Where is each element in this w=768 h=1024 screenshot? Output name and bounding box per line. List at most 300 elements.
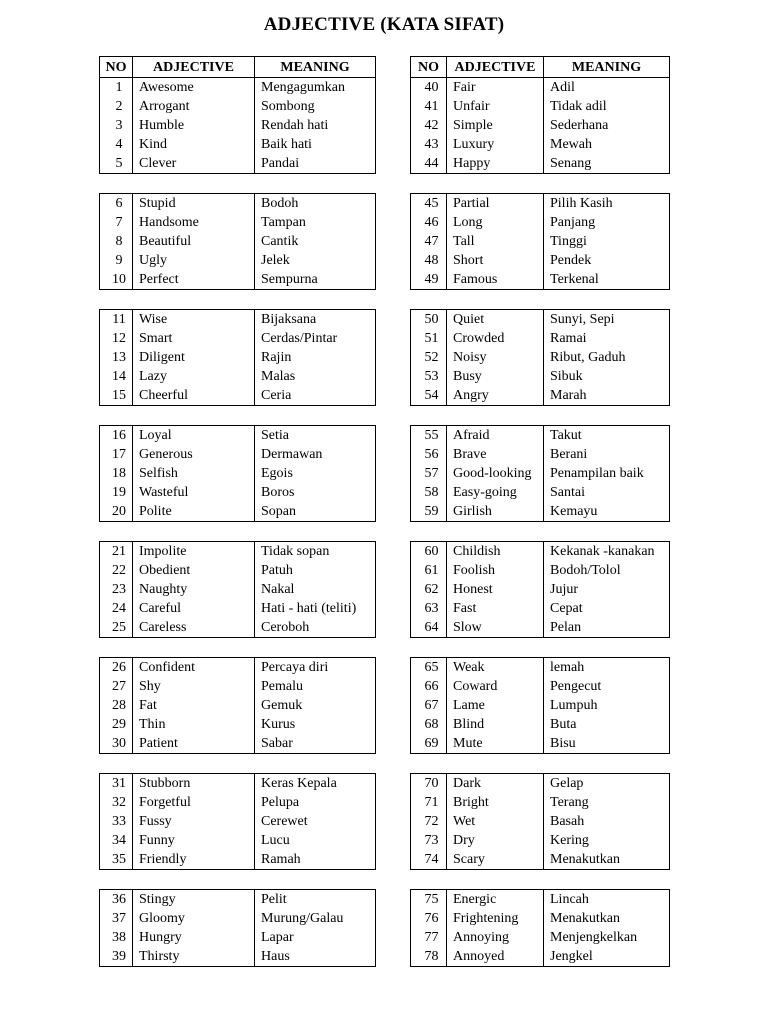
row-number: 24 bbox=[100, 599, 133, 618]
group-gap bbox=[410, 174, 670, 193]
adjective-table-group bbox=[99, 889, 376, 967]
group-gap bbox=[99, 290, 376, 309]
meaning-word: Egois bbox=[261, 466, 293, 481]
row-number: 60 bbox=[411, 542, 447, 562]
table-row bbox=[100, 502, 376, 522]
table-row bbox=[411, 232, 670, 251]
meaning-word: Bodoh bbox=[261, 196, 299, 211]
table-row bbox=[411, 426, 670, 446]
adjective-word: Shy bbox=[133, 677, 255, 696]
meaning-word: Jengkel bbox=[550, 949, 593, 964]
adjective-word: Long bbox=[447, 213, 544, 232]
table-row bbox=[100, 483, 376, 502]
row-number: 57 bbox=[411, 464, 447, 483]
meaning-word: Ramah bbox=[261, 852, 301, 867]
meaning-word: Pelit bbox=[261, 892, 287, 907]
row-number: 3 bbox=[100, 116, 133, 135]
row-number: 4 bbox=[100, 135, 133, 154]
row-number: 68 bbox=[411, 715, 447, 734]
row-number: 2 bbox=[100, 97, 133, 116]
meaning-word: Malas bbox=[261, 369, 296, 384]
table-row bbox=[100, 812, 376, 831]
row-number: 73 bbox=[411, 831, 447, 850]
row-number: 45 bbox=[411, 194, 447, 214]
row-number: 32 bbox=[100, 793, 133, 812]
adjective-table-group bbox=[410, 56, 670, 174]
row-number: 67 bbox=[411, 696, 447, 715]
row-number: 69 bbox=[411, 734, 447, 754]
adjective-word: Dark bbox=[447, 774, 544, 794]
table-row bbox=[411, 658, 670, 678]
table-row bbox=[411, 947, 670, 967]
adjective-word: Girlish bbox=[447, 502, 544, 522]
table-row bbox=[411, 194, 670, 214]
row-number: 54 bbox=[411, 386, 447, 406]
table-row bbox=[100, 251, 376, 270]
row-number: 18 bbox=[100, 464, 133, 483]
row-number: 77 bbox=[411, 928, 447, 947]
adjective-word: Forgetful bbox=[133, 793, 255, 812]
page-title: ADJECTIVE (KATA SIFAT) bbox=[263, 14, 505, 35]
meaning-word: Panjang bbox=[550, 215, 596, 230]
table-row bbox=[411, 831, 670, 850]
adjective-word: Humble bbox=[133, 116, 255, 135]
adjective-word: Good-looking bbox=[447, 464, 544, 483]
row-number: 5 bbox=[100, 154, 133, 174]
adjective-word: Partial bbox=[447, 194, 544, 214]
adjective-word: Annoyed bbox=[447, 947, 544, 967]
table-row bbox=[100, 734, 376, 754]
adjective-word: Fast bbox=[447, 599, 544, 618]
meaning-word: Cepat bbox=[550, 601, 583, 616]
adjective-table-group bbox=[410, 657, 670, 754]
table-row bbox=[411, 367, 670, 386]
adjective-table-group bbox=[99, 309, 376, 406]
table-row bbox=[100, 561, 376, 580]
meaning-word: Keras Kepala bbox=[261, 776, 337, 791]
adjective-word: Clever bbox=[133, 154, 255, 174]
adjective-word: Easy-going bbox=[447, 483, 544, 502]
group-gap bbox=[99, 406, 376, 425]
table-row bbox=[411, 734, 670, 754]
table-row bbox=[411, 348, 670, 367]
adjective-word: Hungry bbox=[133, 928, 255, 947]
table-row bbox=[100, 232, 376, 251]
adjective-word: Gloomy bbox=[133, 909, 255, 928]
meaning-word: Terang bbox=[550, 795, 589, 810]
meaning-word: Ceria bbox=[261, 388, 292, 403]
row-number: 35 bbox=[100, 850, 133, 870]
row-number: 52 bbox=[411, 348, 447, 367]
table-row bbox=[411, 251, 670, 270]
adjective-word: Funny bbox=[133, 831, 255, 850]
adjective-word: Slow bbox=[447, 618, 544, 638]
left-column bbox=[99, 56, 376, 967]
adjective-table-group bbox=[410, 309, 670, 406]
adjective-word: Thirsty bbox=[133, 947, 255, 967]
meaning-word: Sopan bbox=[261, 504, 296, 519]
row-number: 12 bbox=[100, 329, 133, 348]
adjective-word: Perfect bbox=[133, 270, 255, 290]
row-number: 49 bbox=[411, 270, 447, 290]
meaning-word: Dermawan bbox=[261, 447, 323, 462]
meaning-word: Nakal bbox=[261, 582, 295, 597]
adjective-word: Dry bbox=[447, 831, 544, 850]
table-row bbox=[100, 367, 376, 386]
table-row bbox=[100, 793, 376, 812]
adjective-word: Smart bbox=[133, 329, 255, 348]
row-number: 43 bbox=[411, 135, 447, 154]
meaning-word: Kurus bbox=[261, 717, 296, 732]
row-number: 47 bbox=[411, 232, 447, 251]
meaning-word: Tidak adil bbox=[550, 99, 607, 114]
row-number: 41 bbox=[411, 97, 447, 116]
table-row bbox=[100, 850, 376, 870]
adjective-word: Bright bbox=[447, 793, 544, 812]
row-number: 40 bbox=[411, 78, 447, 98]
table-row bbox=[411, 599, 670, 618]
adjective-word: Kind bbox=[133, 135, 255, 154]
meaning-word: Hati - hati (teliti) bbox=[261, 601, 357, 616]
meaning-word: Terkenal bbox=[550, 272, 599, 287]
adjective-word: Ugly bbox=[133, 251, 255, 270]
meaning-word: Santai bbox=[550, 485, 585, 500]
adjective-word: Childish bbox=[447, 542, 544, 562]
header-row bbox=[411, 57, 670, 78]
table-row bbox=[411, 850, 670, 870]
meaning-word: Kemayu bbox=[550, 504, 598, 519]
meaning-word: Cantik bbox=[261, 234, 299, 249]
meaning-word: Pilih Kasih bbox=[550, 196, 613, 211]
adjective-word: Wet bbox=[447, 812, 544, 831]
table-row bbox=[100, 213, 376, 232]
row-number: 30 bbox=[100, 734, 133, 754]
meaning-word: Cerewet bbox=[261, 814, 308, 829]
table-row bbox=[100, 831, 376, 850]
table-row bbox=[100, 445, 376, 464]
adjective-word: Brave bbox=[447, 445, 544, 464]
table-row bbox=[100, 947, 376, 967]
adjective-table-group bbox=[410, 425, 670, 522]
row-number: 28 bbox=[100, 696, 133, 715]
meaning-word: Menakutkan bbox=[550, 852, 620, 867]
row-number: 16 bbox=[100, 426, 133, 446]
adjective-word: Quiet bbox=[447, 310, 544, 330]
meaning-word: Adil bbox=[550, 80, 575, 95]
adjective-word: Lazy bbox=[133, 367, 255, 386]
adjective-word: Stingy bbox=[133, 890, 255, 910]
adjective-word: Careless bbox=[133, 618, 255, 638]
meaning-word: Ramai bbox=[550, 331, 587, 346]
meaning-word: Murung/Galau bbox=[261, 911, 344, 926]
adjective-table-group bbox=[410, 541, 670, 638]
row-number: 50 bbox=[411, 310, 447, 330]
header-no: NO bbox=[411, 57, 447, 78]
adjective-word: Obedient bbox=[133, 561, 255, 580]
table-row bbox=[100, 194, 376, 214]
group-gap bbox=[410, 870, 670, 889]
row-number: 44 bbox=[411, 154, 447, 174]
group-gap bbox=[410, 522, 670, 541]
table-row bbox=[411, 890, 670, 910]
row-number: 58 bbox=[411, 483, 447, 502]
adjective-word: Afraid bbox=[447, 426, 544, 446]
adjective-word: Beautiful bbox=[133, 232, 255, 251]
adjective-table-group bbox=[99, 425, 376, 522]
table-row bbox=[411, 580, 670, 599]
table-row bbox=[411, 696, 670, 715]
adjective-word: Friendly bbox=[133, 850, 255, 870]
row-number: 63 bbox=[411, 599, 447, 618]
adjective-table-group bbox=[99, 56, 376, 174]
row-number: 46 bbox=[411, 213, 447, 232]
meaning-word: Buta bbox=[550, 717, 577, 732]
adjective-word: Polite bbox=[133, 502, 255, 522]
row-number: 27 bbox=[100, 677, 133, 696]
table-row bbox=[100, 715, 376, 734]
meaning-word: Basah bbox=[550, 814, 585, 829]
adjective-word: Famous bbox=[447, 270, 544, 290]
adjective-word: Scary bbox=[447, 850, 544, 870]
adjective-table-group bbox=[99, 773, 376, 870]
row-number: 9 bbox=[100, 251, 133, 270]
row-number: 78 bbox=[411, 947, 447, 967]
adjective-word: Generous bbox=[133, 445, 255, 464]
row-number: 53 bbox=[411, 367, 447, 386]
header-row bbox=[100, 57, 376, 78]
table-row bbox=[411, 270, 670, 290]
table-row bbox=[411, 928, 670, 947]
table-row bbox=[411, 386, 670, 406]
adjective-word: Arrogant bbox=[133, 97, 255, 116]
meaning-word: Bisu bbox=[550, 736, 576, 751]
table-row bbox=[100, 135, 376, 154]
meaning-word: Bodoh/Tolol bbox=[550, 563, 621, 578]
meaning-word: Tampan bbox=[261, 215, 306, 230]
row-number: 39 bbox=[100, 947, 133, 967]
table-row bbox=[411, 445, 670, 464]
row-number: 36 bbox=[100, 890, 133, 910]
table-row bbox=[411, 793, 670, 812]
meaning-word: Tinggi bbox=[550, 234, 587, 249]
row-number: 64 bbox=[411, 618, 447, 638]
adjective-table-group bbox=[410, 889, 670, 967]
row-number: 19 bbox=[100, 483, 133, 502]
meaning-word: Sabar bbox=[261, 736, 293, 751]
table-row bbox=[100, 928, 376, 947]
row-number: 34 bbox=[100, 831, 133, 850]
adjective-word: Fair bbox=[447, 78, 544, 98]
table-row bbox=[411, 542, 670, 562]
table-row bbox=[100, 618, 376, 638]
adjective-word: Frightening bbox=[447, 909, 544, 928]
meaning-word: lemah bbox=[550, 660, 585, 675]
row-number: 61 bbox=[411, 561, 447, 580]
table-row bbox=[100, 542, 376, 562]
table-row bbox=[411, 715, 670, 734]
table-row bbox=[100, 464, 376, 483]
adjective-word: Short bbox=[447, 251, 544, 270]
group-gap bbox=[99, 638, 376, 657]
adjective-word: Impolite bbox=[133, 542, 255, 562]
adjective-word: Selfish bbox=[133, 464, 255, 483]
meaning-word: Boros bbox=[261, 485, 295, 500]
table-row bbox=[411, 329, 670, 348]
table-row bbox=[100, 310, 376, 330]
row-number: 37 bbox=[100, 909, 133, 928]
meaning-word: Lucu bbox=[261, 833, 290, 848]
row-number: 65 bbox=[411, 658, 447, 678]
table-row bbox=[100, 677, 376, 696]
adjective-word: Stubborn bbox=[133, 774, 255, 794]
group-gap bbox=[410, 638, 670, 657]
meaning-word: Pelupa bbox=[261, 795, 300, 810]
row-number: 55 bbox=[411, 426, 447, 446]
row-number: 76 bbox=[411, 909, 447, 928]
meaning-word: Senang bbox=[550, 156, 592, 171]
row-number: 21 bbox=[100, 542, 133, 562]
adjective-word: Annoying bbox=[447, 928, 544, 947]
adjective-word: Stupid bbox=[133, 194, 255, 214]
table-row bbox=[100, 270, 376, 290]
table-row bbox=[100, 890, 376, 910]
row-number: 25 bbox=[100, 618, 133, 638]
table-row bbox=[411, 561, 670, 580]
meaning-word: Sunyi, Sepi bbox=[550, 312, 615, 327]
meaning-word: Tidak sopan bbox=[261, 544, 330, 559]
table-row bbox=[411, 135, 670, 154]
adjective-word: Fussy bbox=[133, 812, 255, 831]
meaning-word: Sempurna bbox=[261, 272, 318, 287]
adjective-word: Fat bbox=[133, 696, 255, 715]
meaning-word: Berani bbox=[550, 447, 588, 462]
table-row bbox=[100, 348, 376, 367]
table-row bbox=[100, 78, 376, 98]
header-meaning: MEANING bbox=[544, 57, 670, 78]
group-gap bbox=[99, 754, 376, 773]
table-row bbox=[100, 329, 376, 348]
meaning-word: Patuh bbox=[261, 563, 293, 578]
row-number: 6 bbox=[100, 194, 133, 214]
row-number: 71 bbox=[411, 793, 447, 812]
row-number: 48 bbox=[411, 251, 447, 270]
table-row bbox=[411, 97, 670, 116]
adjective-word: Foolish bbox=[447, 561, 544, 580]
row-number: 20 bbox=[100, 502, 133, 522]
meaning-word: Sederhana bbox=[550, 118, 609, 133]
group-gap bbox=[99, 522, 376, 541]
row-number: 74 bbox=[411, 850, 447, 870]
adjective-table-group bbox=[410, 193, 670, 290]
meaning-word: Pelan bbox=[550, 620, 582, 635]
table-row bbox=[411, 78, 670, 98]
row-number: 62 bbox=[411, 580, 447, 599]
group-gap bbox=[410, 406, 670, 425]
adjective-word: Naughty bbox=[133, 580, 255, 599]
table-row bbox=[100, 696, 376, 715]
table-row bbox=[100, 580, 376, 599]
table-row bbox=[411, 154, 670, 174]
adjective-word: Noisy bbox=[447, 348, 544, 367]
adjective-word: Angry bbox=[447, 386, 544, 406]
group-gap bbox=[410, 754, 670, 773]
row-number: 42 bbox=[411, 116, 447, 135]
table-row bbox=[411, 483, 670, 502]
table-row bbox=[100, 154, 376, 174]
table-row bbox=[411, 677, 670, 696]
meaning-word: Lincah bbox=[550, 892, 589, 907]
row-number: 1 bbox=[100, 78, 133, 98]
table-row bbox=[411, 909, 670, 928]
meaning-word: Cerdas/Pintar bbox=[261, 331, 338, 346]
header-adjective: ADJECTIVE bbox=[447, 57, 544, 78]
adjective-word: Wise bbox=[133, 310, 255, 330]
table-row bbox=[411, 310, 670, 330]
row-number: 56 bbox=[411, 445, 447, 464]
header-adjective: ADJECTIVE bbox=[133, 57, 255, 78]
group-gap bbox=[410, 290, 670, 309]
table-row bbox=[100, 774, 376, 794]
adjective-word: Crowded bbox=[447, 329, 544, 348]
meaning-word: Pemalu bbox=[261, 679, 303, 694]
meaning-word: Kering bbox=[550, 833, 589, 848]
meaning-word: Bijaksana bbox=[261, 312, 317, 327]
table-row bbox=[411, 812, 670, 831]
adjective-word: Handsome bbox=[133, 213, 255, 232]
row-number: 66 bbox=[411, 677, 447, 696]
table-row bbox=[100, 116, 376, 135]
row-number: 11 bbox=[100, 310, 133, 330]
meaning-word: Menakutkan bbox=[550, 911, 620, 926]
adjective-word: Busy bbox=[447, 367, 544, 386]
right-column bbox=[410, 56, 670, 967]
meaning-word: Ceroboh bbox=[261, 620, 310, 635]
table-row bbox=[411, 116, 670, 135]
meaning-word: Pengecut bbox=[550, 679, 602, 694]
table-row bbox=[100, 386, 376, 406]
meaning-word: Takut bbox=[550, 428, 582, 443]
adjective-word: Cheerful bbox=[133, 386, 255, 406]
adjective-word: Lame bbox=[447, 696, 544, 715]
adjective-word: Energic bbox=[447, 890, 544, 910]
meaning-word: Haus bbox=[261, 949, 290, 964]
row-number: 29 bbox=[100, 715, 133, 734]
adjective-word: Thin bbox=[133, 715, 255, 734]
meaning-word: Percaya diri bbox=[261, 660, 329, 675]
adjective-word: Mute bbox=[447, 734, 544, 754]
meaning-word: Setia bbox=[261, 428, 289, 443]
adjective-word: Luxury bbox=[447, 135, 544, 154]
row-number: 15 bbox=[100, 386, 133, 406]
adjective-word: Happy bbox=[447, 154, 544, 174]
meaning-word: Menjengkelkan bbox=[550, 930, 638, 945]
row-number: 23 bbox=[100, 580, 133, 599]
adjective-word: Coward bbox=[447, 677, 544, 696]
meaning-word: Sombong bbox=[261, 99, 315, 114]
meaning-word: Sibuk bbox=[550, 369, 583, 384]
meaning-word: Jujur bbox=[550, 582, 578, 597]
group-gap bbox=[99, 870, 376, 889]
row-number: 13 bbox=[100, 348, 133, 367]
adjective-word: Confident bbox=[133, 658, 255, 678]
row-number: 8 bbox=[100, 232, 133, 251]
adjective-word: Loyal bbox=[133, 426, 255, 446]
row-number: 38 bbox=[100, 928, 133, 947]
row-number: 75 bbox=[411, 890, 447, 910]
adjective-word: Diligent bbox=[133, 348, 255, 367]
meaning-word: Lapar bbox=[261, 930, 294, 945]
meaning-word: Mengagumkan bbox=[261, 80, 345, 95]
